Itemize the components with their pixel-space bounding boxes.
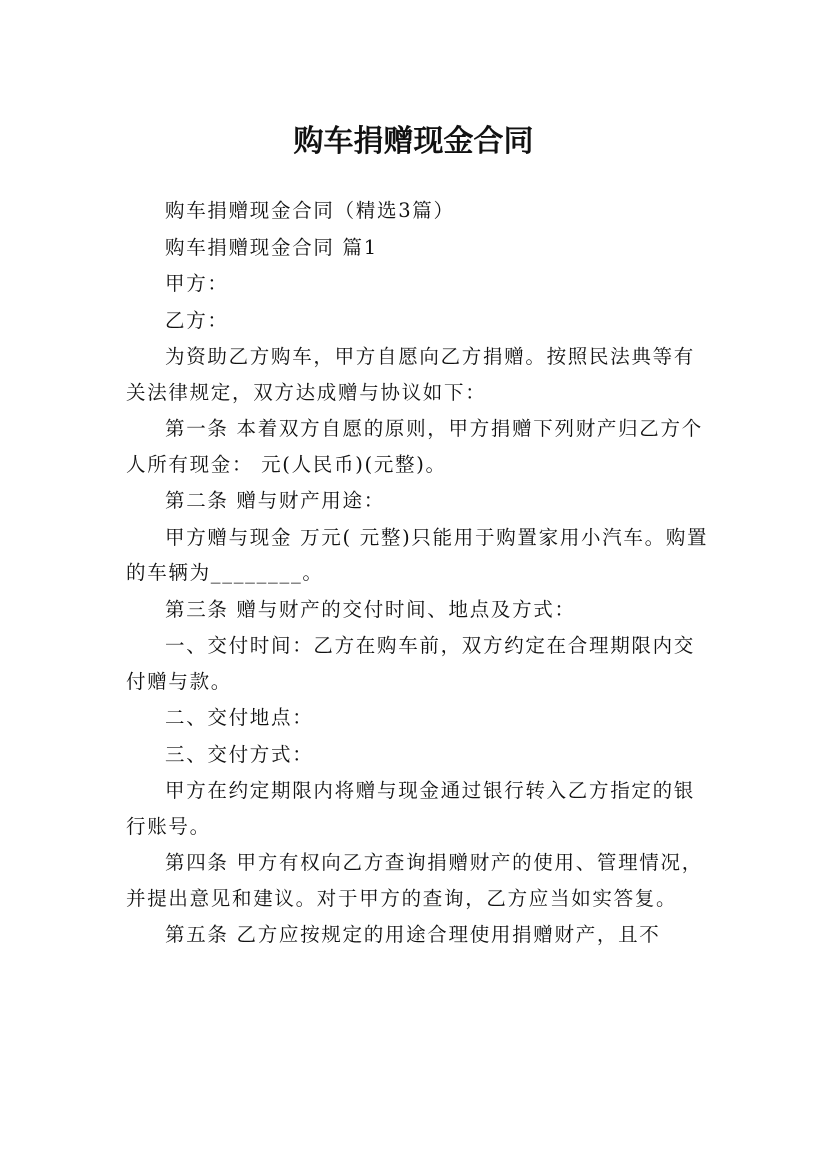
paragraph-party-b: 乙方： <box>165 308 229 332</box>
paragraph-article-1: 第一条 本着双方自愿的原则，甲方捐赠下列财产归乙方个人所有现金： 元(人民币)(元整)。 <box>126 417 703 476</box>
paragraph-bank-transfer: 甲方在约定期限内将赠与现金通过银行转入乙方指定的银行账号。 <box>126 779 696 838</box>
paragraph-delivery-place: 二、交付地点： <box>165 706 314 729</box>
document-body <box>126 193 716 954</box>
paragraph-article-5: 第五条 乙方应按规定的用途合理使用捐赠财产，且不 <box>165 923 661 946</box>
paragraph-delivery-time: 一、交付时间：乙方在购车前，双方约定在合理期限内交付赠与款。 <box>126 634 696 693</box>
paragraph-preamble: 为资助乙方购车，甲方自愿向乙方捐赠。按照民法典等有关法律规定，双方达成赠与协议如下： <box>126 345 696 404</box>
paragraph-delivery-method: 三、交付方式： <box>165 742 314 766</box>
paragraph-article-3: 第三条 赠与财产的交付时间、地点及方式： <box>165 597 576 621</box>
document-title: 购车捐赠现金合同 <box>293 124 534 160</box>
paragraph-subtitle: 购车捐赠现金合同（精选3篇） <box>165 199 455 222</box>
paragraph-article-4: 第四条 甲方有权向乙方查询捐赠财产的使用、管理情况，并提出意见和建议。对于甲方的查询，乙方应当如实答复。 <box>126 851 703 910</box>
paragraph-section-heading: 购车捐赠现金合同 篇1 <box>165 235 378 259</box>
paragraph-article-2: 第二条 赠与财产用途： <box>165 489 385 512</box>
paragraph-usage: 甲方赠与现金 万元( 元整)只能用于购置家用小汽车。购置的车辆为________。 <box>126 525 709 584</box>
paragraph-party-a: 甲方： <box>165 272 229 295</box>
